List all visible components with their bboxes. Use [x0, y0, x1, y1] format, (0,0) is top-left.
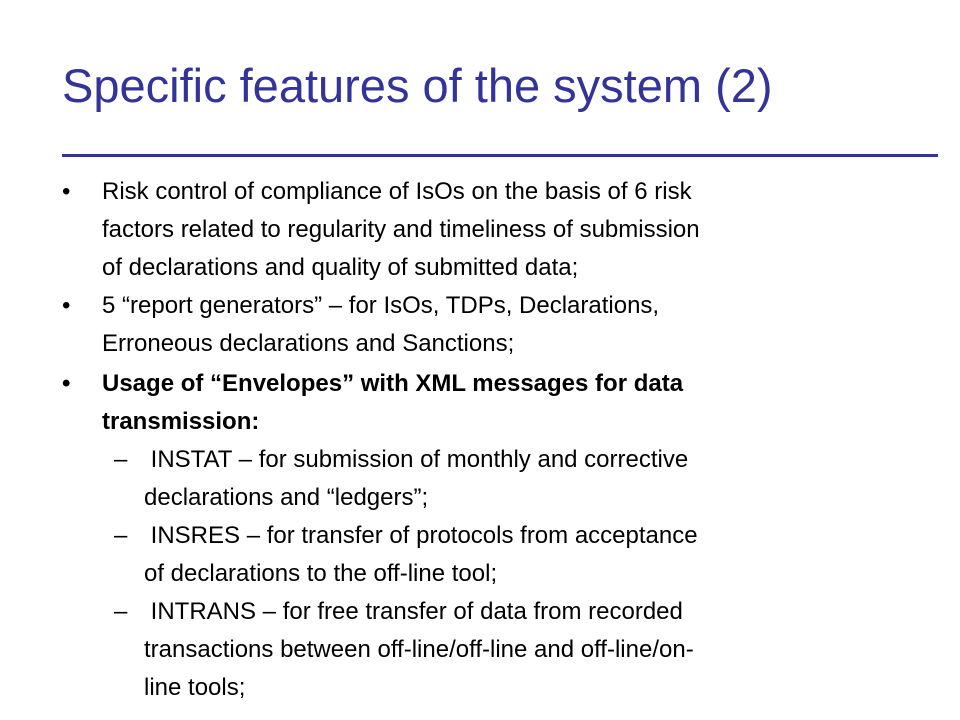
bullet-item-report-generators	[62, 287, 902, 363]
subbullet-line: INSRES – for transfer of protocols from acceptance	[144, 522, 698, 549]
title-divider	[62, 154, 938, 157]
bullet-line: Erroneous declarations and Sanctions;	[102, 330, 515, 357]
bullet-line: transmission:	[102, 408, 260, 435]
subbullet-line: line tools;	[144, 674, 246, 701]
slide-title: Specific features of the system (2)	[62, 59, 773, 112]
bullet-item-envelopes	[62, 365, 902, 441]
bullet-marker: •	[62, 292, 71, 319]
bullet-line: 5 “report generators” – for IsOs, TDPs, Declarations,	[102, 292, 660, 319]
subbullet-line: INSTAT – for submission of monthly and corrective	[144, 446, 689, 473]
bullet-line: Usage of “Envelopes” with XML messages for data	[102, 370, 684, 397]
dash-marker: –	[114, 446, 128, 473]
bullet-marker: •	[62, 178, 71, 205]
subbullet-item-insres	[114, 517, 904, 593]
subbullet-line: INTRANS – for free transfer of data from recorded	[144, 598, 683, 625]
dash-marker: –	[114, 522, 128, 549]
dash-marker: –	[114, 598, 128, 625]
bullet-line: Risk control of compliance of IsOs on the basis of 6 risk	[102, 178, 692, 205]
bullet-item-risk-control	[62, 173, 902, 287]
bullet-line: factors related to regularity and timeliness of submission	[102, 216, 700, 243]
subbullet-item-instat	[114, 441, 904, 517]
bullet-line: of declarations and quality of submitted data;	[102, 254, 579, 281]
bullet-marker: •	[62, 370, 71, 397]
subbullet-line: of declarations to the off-line tool;	[144, 560, 498, 587]
subbullet-line: transactions between off-line/off-line and off-line/on-	[144, 636, 694, 663]
subbullet-item-intrans	[114, 593, 904, 707]
subbullet-line: declarations and “ledgers”;	[144, 484, 429, 511]
